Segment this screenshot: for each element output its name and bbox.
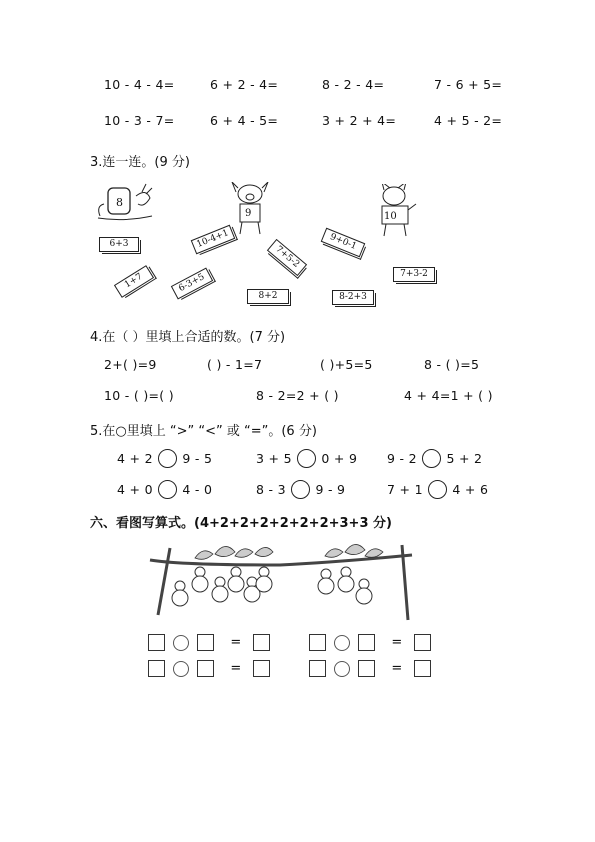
section-5-title: 5.在○里填上 “>” “<” 或 “=”。(6 分) xyxy=(90,424,317,439)
snail-illustration xyxy=(94,182,156,222)
answer-row-1-left xyxy=(148,634,274,651)
card-1plus7[interactable]: 1+7 xyxy=(114,265,154,298)
card-10minus4plus1[interactable]: 10-4+1 xyxy=(191,225,236,255)
answer-box[interactable] xyxy=(197,660,214,677)
card-7plus5minus2[interactable]: 7+5-2 xyxy=(267,239,307,276)
equals-sign: = xyxy=(230,635,242,650)
answer-box[interactable] xyxy=(414,660,431,677)
compare-left: 4 + 2 xyxy=(117,451,153,466)
equals-sign: = xyxy=(391,661,403,676)
operator-circle[interactable] xyxy=(334,661,350,677)
snail-house-number: 8 xyxy=(116,196,123,209)
answer-box[interactable] xyxy=(358,634,375,651)
equation-2-3: 3 + 2 + 4= xyxy=(322,113,397,128)
compare-circle[interactable] xyxy=(297,449,316,468)
compare-1-3 xyxy=(387,450,482,469)
answer-box[interactable] xyxy=(197,634,214,651)
fill-1-2[interactable]: ( ) - 1=7 xyxy=(207,357,263,372)
cat-sign-number: 10 xyxy=(384,211,397,222)
equation-2-1: 10 - 3 - 7= xyxy=(104,113,175,128)
compare-right: 9 - 9 xyxy=(315,482,346,497)
compare-right: 4 - 0 xyxy=(182,482,213,497)
compare-circle[interactable] xyxy=(422,449,441,468)
equals-sign: = xyxy=(230,661,242,676)
section-6-title: 六、看图写算式。(4+2+2+2+2+2+2+3+3 分) xyxy=(90,516,392,531)
compare-right: 4 + 6 xyxy=(452,482,489,497)
compare-circle[interactable] xyxy=(428,480,447,499)
equation-1-3: 8 - 2 - 4= xyxy=(322,77,385,92)
operator-circle[interactable] xyxy=(173,635,189,651)
equation-2-2: 6 + 4 - 5= xyxy=(210,113,279,128)
compare-right: 5 + 2 xyxy=(446,451,483,466)
compare-left: 3 + 5 xyxy=(256,451,292,466)
answer-box[interactable] xyxy=(253,660,270,677)
equation-1-2: 6 + 2 - 4= xyxy=(210,77,279,92)
answer-row-1-right xyxy=(309,634,435,651)
card-9plus0minus1[interactable]: 9+0-1 xyxy=(321,228,366,258)
equation-2-4: 4 + 5 - 2= xyxy=(434,113,503,128)
fill-2-2[interactable]: 8 - 2=2 + ( ) xyxy=(256,388,339,403)
section-3-title: 3.连一连。(9 分) xyxy=(90,155,190,170)
compare-left: 8 - 3 xyxy=(256,482,286,497)
card-8plus2[interactable]: 8+2 xyxy=(247,289,289,304)
compare-circle[interactable] xyxy=(158,480,177,499)
fill-2-1[interactable]: 10 - ( )=( ) xyxy=(104,388,174,403)
answer-row-2-right xyxy=(309,660,435,677)
compare-circle[interactable] xyxy=(291,480,310,499)
compare-1-1 xyxy=(117,450,212,469)
card-8minus2plus3[interactable]: 8-2+3 xyxy=(332,290,374,305)
section-4-title: 4.在（ ）里填上合适的数。(7 分) xyxy=(90,330,286,345)
fill-2-3[interactable]: 4 + 4=1 + ( ) xyxy=(404,388,493,403)
fill-1-3[interactable]: ( )+5=5 xyxy=(320,357,373,372)
answer-row-2-left xyxy=(148,660,274,677)
compare-left: 7 + 1 xyxy=(387,482,423,497)
compare-circle[interactable] xyxy=(158,449,177,468)
answer-box[interactable] xyxy=(309,660,326,677)
answer-box[interactable] xyxy=(148,660,165,677)
equation-1-4: 7 - 6 + 5= xyxy=(434,77,503,92)
equals-sign: = xyxy=(391,635,403,650)
compare-2-1 xyxy=(117,481,212,500)
compare-right: 9 - 5 xyxy=(182,451,213,466)
compare-2-2 xyxy=(256,481,345,500)
card-7plus3minus2[interactable]: 7+3-2 xyxy=(393,267,435,282)
answer-box[interactable] xyxy=(309,634,326,651)
answer-box[interactable] xyxy=(148,634,165,651)
compare-2-3 xyxy=(387,481,488,500)
equation-1-1: 10 - 4 - 4= xyxy=(104,77,175,92)
compare-right: 0 + 9 xyxy=(321,451,358,466)
fill-1-1[interactable]: 2+( )=9 xyxy=(104,357,157,372)
compare-left: 4 + 0 xyxy=(117,482,153,497)
card-6plus3[interactable]: 6+3 xyxy=(99,237,139,252)
answer-box[interactable] xyxy=(253,634,270,651)
answer-box[interactable] xyxy=(414,634,431,651)
compare-left: 9 - 2 xyxy=(387,451,417,466)
compare-1-2 xyxy=(256,450,357,469)
card-6minus3plus5[interactable]: 6-3+5 xyxy=(171,267,213,299)
operator-circle[interactable] xyxy=(173,661,189,677)
operator-circle[interactable] xyxy=(334,635,350,651)
answer-box[interactable] xyxy=(358,660,375,677)
pig-sign-number: 9 xyxy=(245,208,252,219)
fill-1-4[interactable]: 8 - ( )=5 xyxy=(424,357,480,372)
